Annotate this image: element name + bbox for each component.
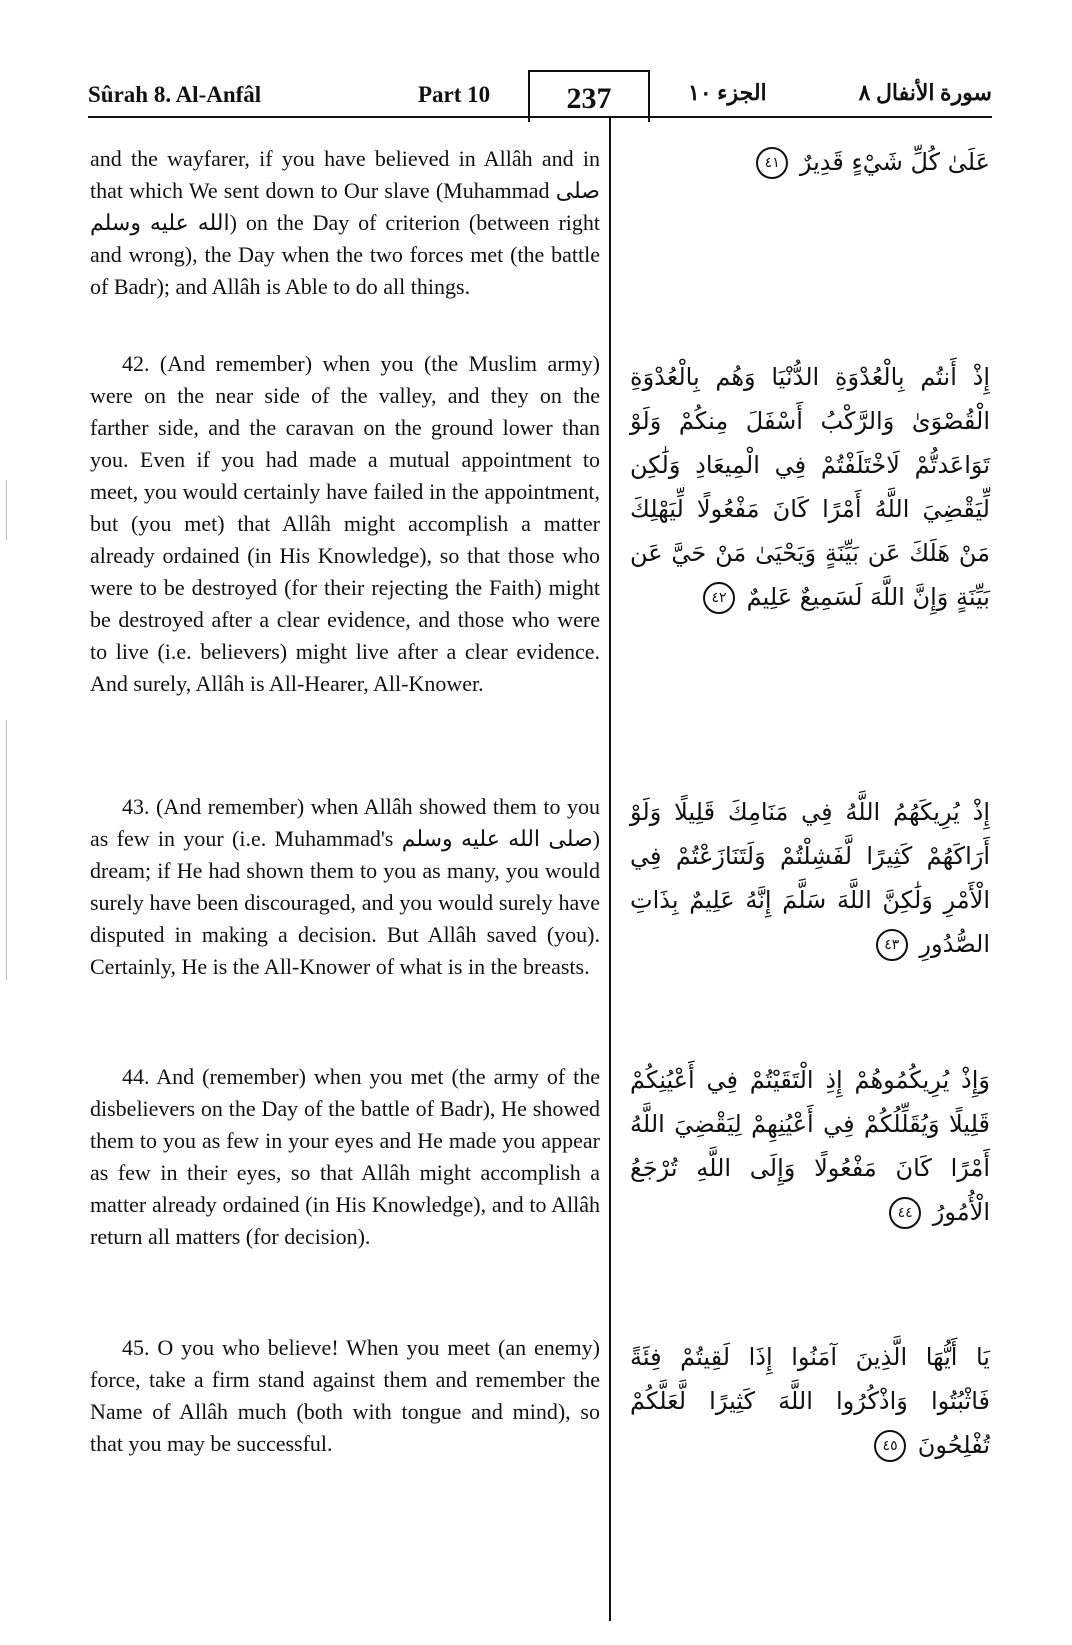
verse-45-text: O you who believe! When you meet (an enemy) force, take a firm stand against them and remember the Name of Allâh much (both with tongue and mind), so that you may be successful. bbox=[90, 1335, 600, 1456]
verse-41-ar bbox=[630, 140, 990, 184]
ayah-marker-43: ٤٣ bbox=[876, 929, 908, 961]
header-rule bbox=[88, 116, 992, 118]
verse-45-arabic: يَا أَيُّهَا الَّذِينَ آمَنُوا إِذَا لَقِيتُمْ فِئَةً فَاثْبُتُوا وَاذْكُرُوا اللَّهَ كَثِيرًا لَّعَلَّكُمْ تُفْلِحُونَ bbox=[630, 1343, 990, 1459]
ayah-marker-41: ٤١ bbox=[756, 147, 788, 179]
surah-title-ar: سورة الأنفال ٨ bbox=[858, 80, 992, 105]
verse-42-arabic: إِذْ أَنتُم بِالْعُدْوَةِ الدُّنْيَا وَهُم بِالْعُدْوَةِ الْقُصْوَىٰ وَالرَّكْبُ أَسْفَلَ مِنكُمْ وَلَوْ تَوَاعَدتُّمْ لَاخْتَلَفْتُمْ فِي الْمِيعَادِ وَلَٰكِن لِّيَقْضِيَ اللَّهُ أَمْرًا كَانَ مَفْعُولًا لِّيَهْلِكَ مَنْ هَلَكَ عَن بَيِّنَةٍ وَيَحْيَىٰ مَنْ حَيَّ عَن بَيِّنَةٍ وَإِنَّ اللَّهَ لَسَمِيعٌ عَلِيمٌ bbox=[630, 363, 990, 611]
verse-45-ar bbox=[630, 1335, 990, 1467]
ayah-marker-44: ٤٤ bbox=[889, 1197, 921, 1229]
verse-42-number: 42. bbox=[122, 351, 150, 376]
margin-mark bbox=[6, 480, 7, 540]
verse-44-en bbox=[90, 1061, 600, 1253]
surah-title-en: Sûrah 8. Al-Anfâl bbox=[88, 82, 262, 107]
verse-41-en bbox=[90, 143, 600, 303]
verse-43-en bbox=[90, 791, 600, 983]
verse-42-text: (And remember) when you (the Muslim army) were on the near side of the valley, and they on the farther side, and the caravan on the ground lower than you. Even if you had made a mutual appointment to meet, you would certainly have failed in the appointment, but (you met) that Allâh might accomplish a matter already ordained (in His Knowledge), so that those who were to be destroyed (for their rejecting the Faith) might be destroyed after a clear evidence, and those who were to live (i.e. believers) might live after a clear evidence. And surely, Allâh is All-Hearer, All-Knower. bbox=[90, 351, 600, 696]
juz-label-ar: الجزء ١٠ bbox=[688, 80, 767, 105]
verse-44-ar bbox=[630, 1058, 990, 1234]
verse-41-text: and the wayfarer, if you have believed in Allâh and in that which We sent down to Our slave (Muhammad صلى الله عليه وسلم) on the Day of criterion (between right and wrong), the Day when the two forces met (the battle of Badr); and Allâh is Able to do all things. bbox=[90, 146, 600, 299]
verse-43-ar bbox=[630, 790, 990, 966]
verse-44-number: 44. bbox=[122, 1064, 150, 1089]
verse-43-arabic: إِذْ يُرِيكَهُمُ اللَّهُ فِي مَنَامِكَ قَلِيلًا وَلَوْ أَرَاكَهُمْ كَثِيرًا لَّفَشِلْتُمْ وَلَتَنَازَعْتُمْ فِي الْأَمْرِ وَلَٰكِنَّ اللَّهَ سَلَّمَ إِنَّهُ عَلِيمٌ بِذَاتِ الصُّدُورِ bbox=[630, 798, 990, 958]
verse-44-text: And (remember) when you met (the army of the disbelievers on the Day of the battle of Badr), He showed them to you as few in your eyes and He made you appear as few in their eyes, so that Allâh might accomplish a matter already ordained (in His Knowledge), and to Allâh return all matters (for decision). bbox=[90, 1064, 600, 1249]
verse-41-arabic: عَلَىٰ كُلِّ شَيْءٍ قَدِيرٌ bbox=[799, 148, 990, 176]
verse-42-ar bbox=[630, 355, 990, 619]
verse-42-en bbox=[90, 348, 600, 700]
verse-43-text: (And remember) when Allâh showed them to you as few in your (i.e. Muhammad's صلى الله عليه وسلم) dream; if He had shown them to you as many, you would surely have been discouraged, and you would surely have disputed in making a decision. But Allâh saved (you). Certainly, He is the All-Knower of what is in the breasts. bbox=[90, 794, 601, 979]
verse-44-arabic: وَإِذْ يُرِيكُمُوهُمْ إِذِ الْتَقَيْتُمْ فِي أَعْيُنِكُمْ قَلِيلًا وَيُقَلِّلُكُمْ فِي أَعْيُنِهِمْ لِيَقْضِيَ اللَّهُ أَمْرًا كَانَ مَفْعُولًا وَإِلَى اللَّهِ تُرْجَعُ الْأُمُورُ bbox=[630, 1066, 990, 1226]
verse-43-number: 43. bbox=[122, 794, 150, 819]
ayah-marker-42: ٤٢ bbox=[703, 582, 735, 614]
margin-mark bbox=[6, 720, 7, 980]
page-number: 237 bbox=[528, 70, 650, 122]
ayah-marker-45: ٤٥ bbox=[874, 1430, 906, 1462]
part-label-en: Part 10 bbox=[418, 82, 491, 107]
verse-45-en bbox=[90, 1332, 600, 1460]
page-header bbox=[88, 70, 992, 116]
column-divider bbox=[609, 116, 611, 1621]
verse-45-number: 45. bbox=[122, 1335, 150, 1360]
